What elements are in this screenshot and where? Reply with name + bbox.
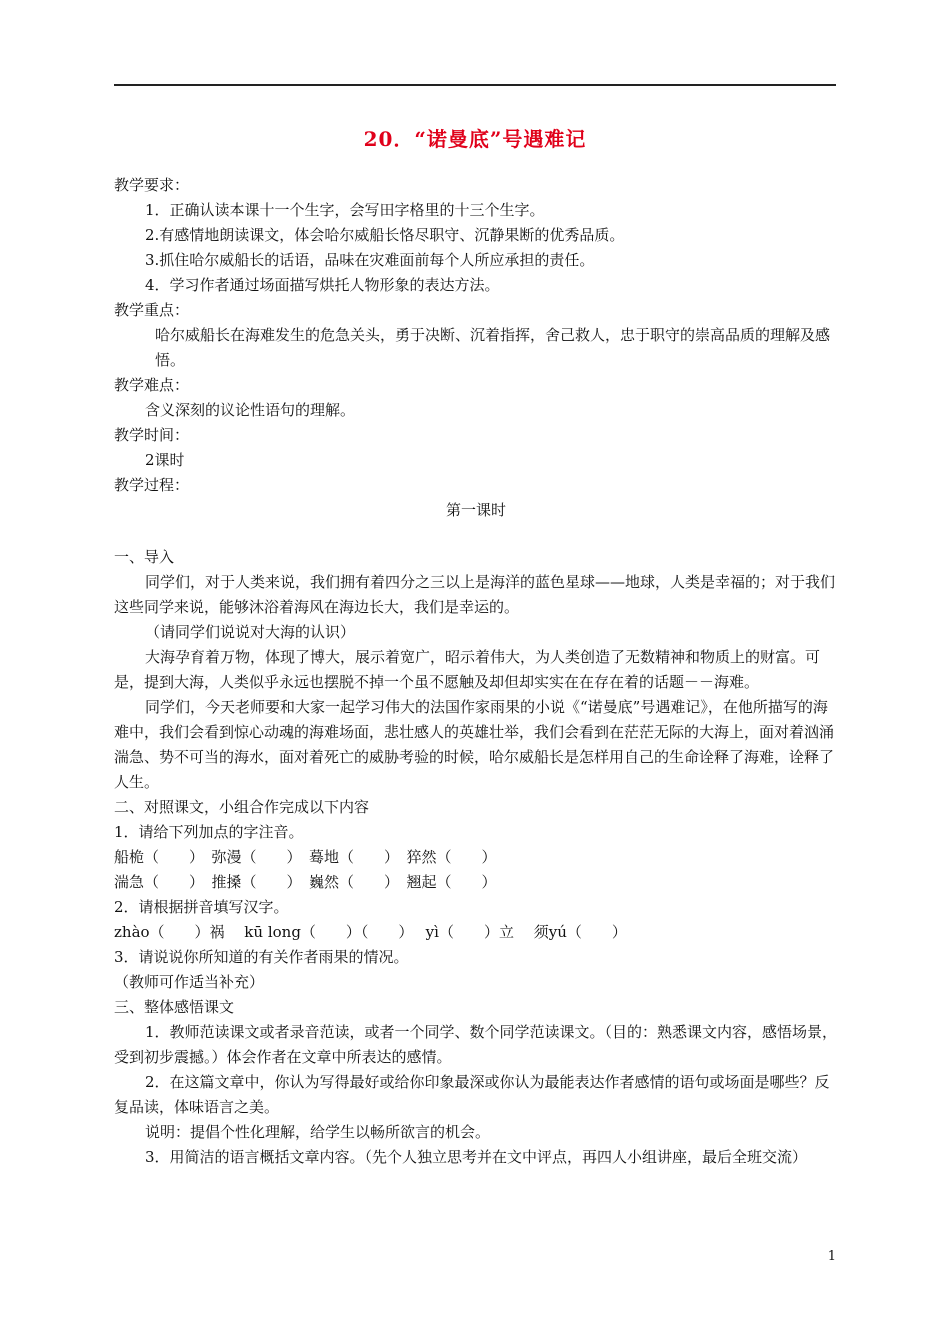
text-line: 教学过程： — [114, 476, 190, 494]
text-line: 二、对照课文，小组合作完成以下内容 — [114, 798, 370, 816]
text-line: 第一课时 — [445, 501, 506, 519]
text-line: 1．正确认读本课十一个生字，会写田字格里的十三个生字。 — [145, 201, 545, 219]
text-line: 3．请说说你所知道的有关作者雨果的情况。 — [114, 948, 409, 966]
text-line: 2．请根据拼音填写汉字。 — [114, 898, 289, 916]
text-line: 大海孕育着万物，体现了博大，展示着宽广，昭示着伟大，为人类创造了无数精神和物质上的财富。可是，提到大海，人类似乎永远也摆脱不掉一个虽不愿触及却但却实实在在存在着的话题－－海难。 — [114, 648, 821, 691]
text-line: 教学重点： — [114, 301, 190, 319]
text-line: 3．用简洁的语言概括文章内容。（先个人独立思考并在文中评点，再四人小组讲座，最后全班交流） — [145, 1148, 808, 1166]
text-line: 说明：提倡个性化理解，给学生以畅所欲言的机会。 — [145, 1123, 491, 1141]
document-body — [114, 173, 838, 1170]
text-line: 同学们，对于人类来说，我们拥有着四分之三以上是海洋的蓝色星球——地球，人类是幸福的；对于我们这些同学来说，能够沐浴着海风在海边长大，我们是幸运的。 — [114, 573, 836, 616]
text-line: 4．学习作者通过场面描写烘托人物形象的表达方法。 — [145, 276, 500, 294]
spacer — [114, 523, 838, 545]
text-line: 三、整体感悟课文 — [114, 998, 235, 1016]
text-line: 教学要求： — [114, 176, 190, 194]
text-line: 哈尔威船长在海难发生的危急关头，勇于决断、沉着指挥，舍己救人，忠于职守的崇高品质的理解及感悟。 — [155, 326, 831, 369]
text-line: 2．在这篇文章中，你认为写得最好或给你印象最深或你认为最能表达作者感情的语句或场面是哪些？反复品读，体味语言之美。 — [114, 1073, 830, 1116]
text-line: 含义深刻的议论性语句的理解。 — [145, 401, 356, 419]
text-line: 一、导入 — [114, 548, 175, 566]
text-line: 1．请给下列加点的字注音。 — [114, 823, 304, 841]
page-title: 20．“诺曼底”号遇难记 — [363, 127, 587, 151]
text-line: 教学难点： — [114, 376, 190, 394]
text-line: 3.抓住哈尔威船长的话语，品味在灾难面前每个人所应承担的责任。 — [145, 251, 595, 269]
text-line: （请同学们说说对大海的认识） — [145, 623, 356, 641]
page-number: 1 — [827, 1249, 836, 1264]
header-rule — [114, 84, 836, 86]
text-line: 同学们，今天老师要和大家一起学习伟大的法国作家雨果的小说《“诺曼底”号遇难记》，在他所描写的海难中，我们会看到惊心动魂的海难场面，悲壮感人的英雄壮举，我们会看到在茫茫无际的大海上，面对着汹涌湍急、势不可当的海水，面对着死亡的威胁考验的时候，哈尔威船长是怎样用自己的生命诠释了海难，诠释了人生。 — [114, 698, 835, 791]
text-line: 2.有感情地朗读课文，体会哈尔威船长恪尽职守、沉静果断的优秀品质。 — [145, 226, 625, 244]
text-line: （教师可作适当补充） — [114, 973, 265, 991]
text-line: 2课时 — [145, 451, 185, 469]
text-line: zhào（ ）祸 kū long（ ）（ ） yì（ ）立 须yú（ ） — [114, 923, 627, 941]
text-line: 教学时间： — [114, 426, 190, 444]
text-line: 1．教师范读课文或者录音范读，或者一个同学、数个同学范读课文。（目的：熟悉课文内容，感悟场景，受到初步震撼。）体会作者在文章中所表达的感情。 — [114, 1023, 838, 1066]
text-line: 湍急（ ） 推搡（ ） 巍然（ ） 翘起（ ） — [114, 873, 497, 891]
text-line: 船桅（ ） 弥漫（ ） 蓦地（ ） 猝然（ ） — [114, 848, 497, 866]
